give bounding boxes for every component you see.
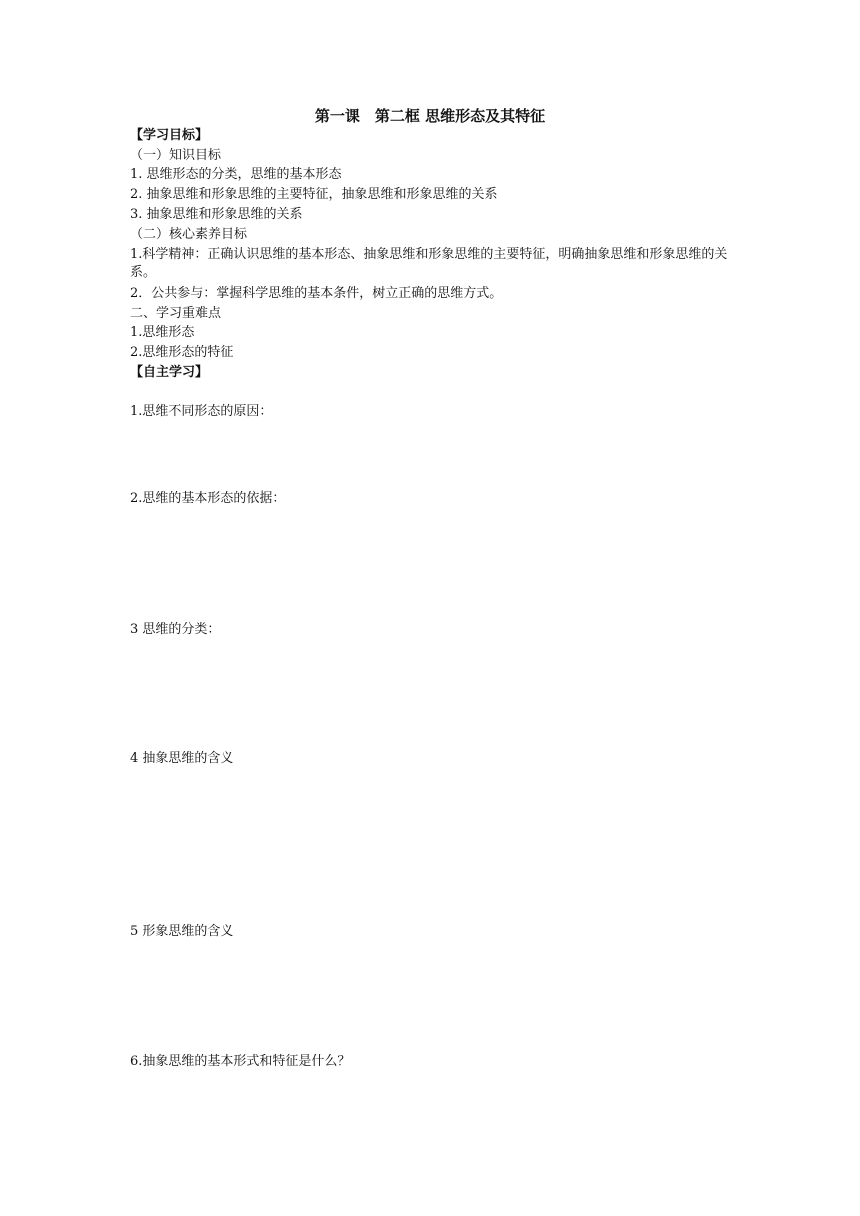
question-3: 3 思维的分类： xyxy=(130,622,221,637)
knowledge-header: （一）知识目标 xyxy=(130,148,222,163)
core-item: 2．公共参与：掌握科学思维的基本条件，树立正确的思维方式。 xyxy=(130,286,503,301)
knowledge-item: 1. 思维形态的分类，思维的基本形态 xyxy=(130,167,342,182)
question-4: 4 抽象思维的含义 xyxy=(130,751,234,766)
question-5: 5 形象思维的含义 xyxy=(130,924,234,939)
core-header: （二）核心素养目标 xyxy=(130,227,248,242)
question-1: 1.思维不同形态的原因： xyxy=(130,404,273,419)
question-2: 2.思维的基本形态的依据： xyxy=(130,491,286,506)
self-study-header: 【自主学习】 xyxy=(130,365,209,380)
document-title: 第一课 第二框 思维形态及其特征 xyxy=(314,107,546,125)
keypoint-item: 1.思维形态 xyxy=(130,325,195,340)
core-item: 1.科学精神：正确认识思维的基本形态、抽象思维和形象思维的主要特征，明确抽象思维和形象思维的关系。 xyxy=(130,247,728,280)
knowledge-item: 2. 抽象思维和形象思维的主要特征，抽象思维和形象思维的关系 xyxy=(130,187,498,202)
knowledge-item: 3. 抽象思维和形象思维的关系 xyxy=(130,207,303,222)
keypoints-header: 二、学习重难点 xyxy=(130,306,222,321)
keypoint-item: 2.思维形态的特征 xyxy=(130,345,234,360)
question-6: 6.抽象思维的基本形式和特征是什么？ xyxy=(130,1054,351,1069)
objectives-header: 【学习目标】 xyxy=(130,128,209,143)
